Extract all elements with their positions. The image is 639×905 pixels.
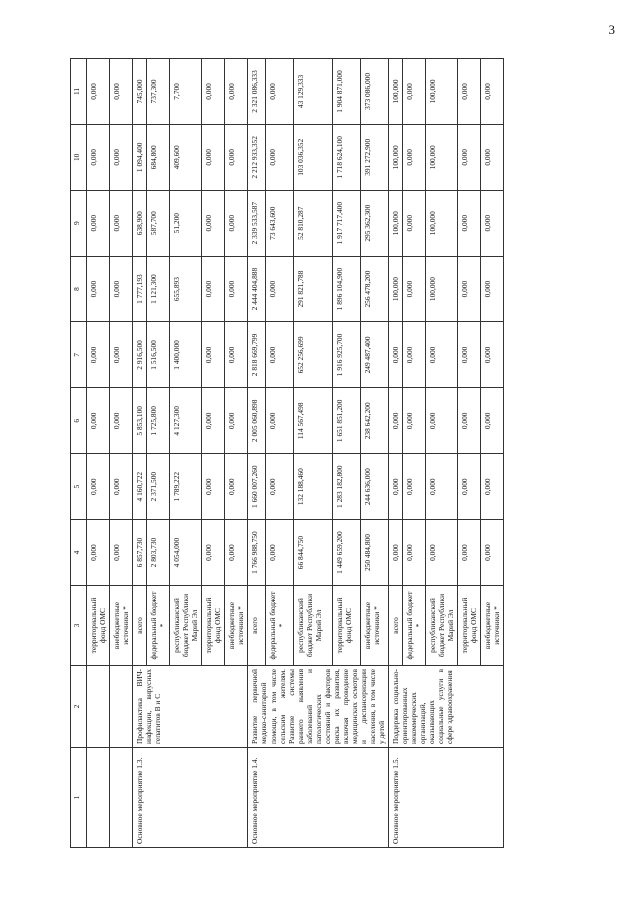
column-header-3: 3 (71, 586, 87, 666)
value-cell: 0,000 (265, 124, 293, 190)
value-cell: 0,000 (87, 190, 110, 256)
value-cell: 0,000 (402, 388, 425, 454)
value-cell: 373 086,000 (360, 59, 388, 125)
column-header-9: 9 (71, 190, 87, 256)
value-cell: 0,000 (202, 520, 225, 586)
value-cell: 0,000 (87, 454, 110, 520)
event-name: Основное мероприятие 1.5. (388, 748, 503, 848)
funding-source: республиканский бюджет Республики Марий Эл (426, 586, 458, 666)
value-cell: 0,000 (402, 520, 425, 586)
value-cell: 0,000 (87, 520, 110, 586)
value-cell: 0,000 (388, 520, 402, 586)
description-cell-empty (110, 666, 133, 748)
event-name: Основное мероприятие 1.3. (133, 748, 248, 848)
value-cell: 737,300 (147, 59, 170, 125)
value-cell: 0,000 (402, 322, 425, 388)
value-cell: 100,000 (388, 190, 402, 256)
value-cell: 66 844,750 (293, 520, 332, 586)
funding-source: территориальный фонд ОМС (332, 586, 360, 666)
value-cell: 0,000 (458, 59, 481, 125)
funding-source: территориальный фонд ОМС (458, 586, 481, 666)
value-cell: 2 916,500 (133, 322, 147, 388)
value-cell: 0,000 (388, 388, 402, 454)
value-cell: 1 766 988,750 (248, 520, 265, 586)
value-cell: 0,000 (225, 322, 248, 388)
column-header-6: 6 (71, 388, 87, 454)
funding-source: республиканский бюджет Республики Марий Эл (293, 586, 332, 666)
value-cell: 0,000 (110, 388, 133, 454)
table-row (110, 59, 133, 848)
value-cell: 1 718 624,100 (332, 124, 360, 190)
value-cell: 103 036,352 (293, 124, 332, 190)
value-cell: 0,000 (265, 322, 293, 388)
value-cell: 51,200 (170, 190, 202, 256)
value-cell: 0,000 (110, 59, 133, 125)
value-cell: 0,000 (388, 322, 402, 388)
value-cell: 0,000 (426, 520, 458, 586)
column-header-5: 5 (71, 454, 87, 520)
event-description: Поддержка социально-ориентированных некоммерческих организаций, оказывающих социальные услуги в сфере здравоохранения (388, 666, 503, 748)
value-cell: 0,000 (481, 454, 504, 520)
value-cell: 1 651 851,200 (332, 388, 360, 454)
value-cell: 0,000 (265, 256, 293, 322)
funding-source: всего (248, 586, 265, 666)
value-cell: 0,000 (202, 190, 225, 256)
funding-source: всего (388, 586, 402, 666)
funding-source: внебюджетные источники * (225, 586, 248, 666)
value-cell: 1 725,800 (147, 388, 170, 454)
value-cell: 0,000 (481, 124, 504, 190)
value-cell: 0,000 (426, 322, 458, 388)
column-header-8: 8 (71, 256, 87, 322)
value-cell: 256 478,200 (360, 256, 388, 322)
value-cell: 291 821,788 (293, 256, 332, 322)
value-cell: 114 567,498 (293, 388, 332, 454)
event-cell-empty (110, 748, 133, 848)
value-cell: 2 818 669,799 (248, 322, 265, 388)
value-cell: 7,700 (170, 59, 202, 125)
value-cell: 0,000 (87, 388, 110, 454)
value-cell: 1 121,300 (147, 256, 170, 322)
value-cell: 1 777,193 (133, 256, 147, 322)
value-cell: 2 371,500 (147, 454, 170, 520)
column-header-1: 1 (71, 748, 87, 848)
column-header-10: 10 (71, 124, 87, 190)
value-cell: 0,000 (225, 124, 248, 190)
value-cell: 244 636,000 (360, 454, 388, 520)
value-cell: 0,000 (110, 454, 133, 520)
value-cell: 0,000 (110, 190, 133, 256)
value-cell: 0,000 (402, 190, 425, 256)
value-cell: 249 487,400 (360, 322, 388, 388)
value-cell: 0,000 (202, 124, 225, 190)
value-cell: 0,000 (225, 59, 248, 125)
value-cell: 745,000 (133, 59, 147, 125)
value-cell: 4 054,000 (170, 520, 202, 586)
value-cell: 409,600 (170, 124, 202, 190)
value-cell: 0,000 (458, 454, 481, 520)
funding-source: внебюджетные источники * (110, 586, 133, 666)
value-cell: 0,000 (481, 256, 504, 322)
value-cell: 100,000 (426, 59, 458, 125)
value-cell: 0,000 (481, 520, 504, 586)
value-cell: 0,000 (87, 59, 110, 125)
value-cell: 0,000 (426, 454, 458, 520)
value-cell: 0,000 (481, 388, 504, 454)
column-header-2: 2 (71, 666, 87, 748)
value-cell: 1 516,500 (147, 322, 170, 388)
value-cell: 4 160,722 (133, 454, 147, 520)
value-cell: 0,000 (110, 124, 133, 190)
value-cell: 1 283 182,800 (332, 454, 360, 520)
header-row (71, 59, 87, 848)
value-cell: 2 803,730 (147, 520, 170, 586)
funding-source: территориальный фонд ОМС (87, 586, 110, 666)
value-cell: 5 853,100 (133, 388, 147, 454)
value-cell: 0,000 (458, 190, 481, 256)
value-cell: 0,000 (388, 454, 402, 520)
value-cell: 1 789,222 (170, 454, 202, 520)
value-cell: 100,000 (388, 124, 402, 190)
value-cell: 2 212 933,352 (248, 124, 265, 190)
value-cell: 100,000 (388, 59, 402, 125)
value-cell: 4 127,300 (170, 388, 202, 454)
value-cell: 652 256,699 (293, 322, 332, 388)
event-description: Профилактика ВИЧ-инфекции, вирусных гепатитов В и С (133, 666, 248, 748)
description-cell-empty (87, 666, 110, 748)
table-body (87, 59, 504, 848)
value-cell: 587,700 (147, 190, 170, 256)
event-description: Развитие первичной медико-санитарной помощи, в том числе сельским жителям. Развитие системы раннего выявления заболеваний и патологических состояний и факторов риска их развития, включая проведение медицинских осмотров и диспансеризации населения, в том числе у детей (248, 666, 388, 748)
funding-source: федеральный бюджет * (147, 586, 170, 666)
value-cell: 0,000 (426, 388, 458, 454)
value-cell: 0,000 (458, 388, 481, 454)
value-cell: 0,000 (225, 256, 248, 322)
value-cell: 52 810,287 (293, 190, 332, 256)
value-cell: 295 362,300 (360, 190, 388, 256)
value-cell: 250 484,800 (360, 520, 388, 586)
value-cell: 0,000 (458, 322, 481, 388)
value-cell: 132 188,460 (293, 454, 332, 520)
value-cell: 0,000 (265, 454, 293, 520)
value-cell: 0,000 (110, 322, 133, 388)
value-cell: 0,000 (110, 520, 133, 586)
value-cell: 100,000 (426, 190, 458, 256)
value-cell: 100,000 (426, 124, 458, 190)
value-cell: 1 916 925,700 (332, 322, 360, 388)
value-cell: 0,000 (202, 388, 225, 454)
value-cell: 0,000 (402, 256, 425, 322)
value-cell: 73 643,600 (265, 190, 293, 256)
value-cell: 43 129,333 (293, 59, 332, 125)
event-cell-empty (87, 748, 110, 848)
value-cell: 1 917 717,400 (332, 190, 360, 256)
value-cell: 0,000 (202, 256, 225, 322)
funding-source: федеральный бюджет * (265, 586, 293, 666)
value-cell: 0,000 (202, 454, 225, 520)
funding-source: всего (133, 586, 147, 666)
value-cell: 100,000 (426, 256, 458, 322)
value-cell: 391 272,900 (360, 124, 388, 190)
value-cell: 1 896 104,900 (332, 256, 360, 322)
funding-source: территориальный фонд ОМС (202, 586, 225, 666)
value-cell: 684,800 (147, 124, 170, 190)
value-cell: 1 449 659,200 (332, 520, 360, 586)
value-cell: 0,000 (481, 322, 504, 388)
table-row (133, 59, 147, 848)
value-cell: 238 642,200 (360, 388, 388, 454)
finance-table (70, 58, 504, 848)
funding-source: внебюджетные источники * (481, 586, 504, 666)
value-cell: 2 005 060,898 (248, 388, 265, 454)
value-cell: 6 857,730 (133, 520, 147, 586)
value-cell: 0,000 (458, 520, 481, 586)
value-cell: 0,000 (87, 256, 110, 322)
value-cell: 0,000 (225, 520, 248, 586)
column-header-4: 4 (71, 520, 87, 586)
table-row (248, 59, 265, 848)
value-cell: 1 904 871,000 (332, 59, 360, 125)
value-cell: 0,000 (481, 190, 504, 256)
column-header-11: 11 (71, 59, 87, 125)
value-cell: 1 400,000 (170, 322, 202, 388)
value-cell: 0,000 (202, 59, 225, 125)
value-cell: 0,000 (225, 388, 248, 454)
column-header-7: 7 (71, 322, 87, 388)
value-cell: 100,000 (388, 256, 402, 322)
value-cell: 2 339 533,587 (248, 190, 265, 256)
value-cell: 0,000 (265, 388, 293, 454)
value-cell: 0,000 (110, 256, 133, 322)
value-cell: 2 444 404,888 (248, 256, 265, 322)
value-cell: 0,000 (481, 59, 504, 125)
value-cell: 0,000 (402, 454, 425, 520)
table-row (87, 59, 110, 848)
value-cell: 1 660 007,260 (248, 454, 265, 520)
value-cell: 0,000 (402, 59, 425, 125)
value-cell: 0,000 (202, 322, 225, 388)
value-cell: 0,000 (458, 256, 481, 322)
value-cell: 638,900 (133, 190, 147, 256)
value-cell: 0,000 (87, 322, 110, 388)
value-cell: 0,000 (265, 59, 293, 125)
value-cell: 0,000 (265, 520, 293, 586)
page-number: 3 (608, 22, 615, 37)
event-name: Основное мероприятие 1.4. (248, 748, 388, 848)
table-row (388, 59, 402, 848)
value-cell: 0,000 (225, 190, 248, 256)
value-cell: 0,000 (87, 124, 110, 190)
value-cell: 0,000 (458, 124, 481, 190)
value-cell: 655,893 (170, 256, 202, 322)
value-cell: 0,000 (402, 124, 425, 190)
funding-source: внебюджетные источники * (360, 586, 388, 666)
rotated-table-page (70, 58, 590, 848)
funding-source: республиканский бюджет Республики Марий Эл (170, 586, 202, 666)
funding-source: федеральный бюджет * (402, 586, 425, 666)
value-cell: 1 094,400 (133, 124, 147, 190)
value-cell: 0,000 (225, 454, 248, 520)
value-cell: 2 321 086,333 (248, 59, 265, 125)
